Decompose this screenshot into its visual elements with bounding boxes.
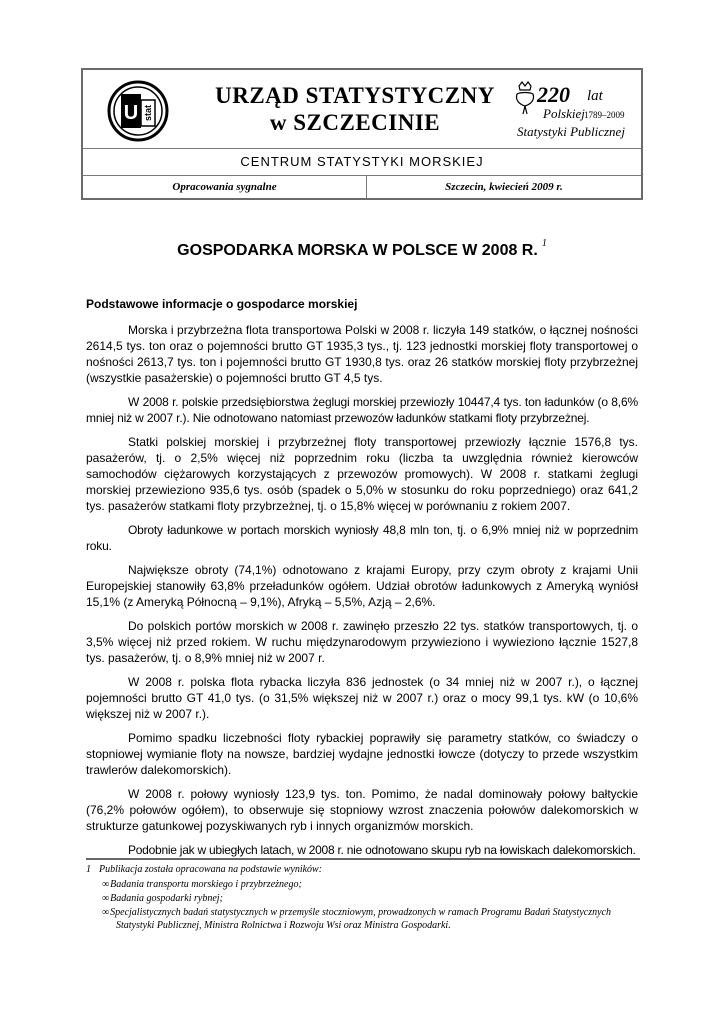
paragraph: W 2008 r. połowy wyniosły 123,9 tys. ton. Pomimo, że nadal dominowały połowy bałtyckie (76,2% połowów ogółem), to obserwuje się stopniowy wzrost znaczenia połowów dalekomorskich w strukturze gatunkowej pozyskiwanych ryb i innych organizmów morskich. [86, 787, 638, 833]
infinity-bullet-icon: ∞ [102, 907, 110, 918]
anniversary-line1: Polskiej [543, 106, 585, 121]
paragraph: Podobnie jak w ubiegłych latach, w 2008 r. nie odnotowano skupu ryb na łowiskach dalekomorskich. [128, 843, 636, 857]
footnote-intro-text: Publikacja została opracowana na podstawie wyników: [99, 864, 323, 875]
section-heading: Podstawowe informacje o gospodarce morskiej [86, 297, 358, 311]
letterhead-info-row [83, 176, 641, 198]
footnote-item [102, 906, 640, 932]
office-name-line2: w SZCZECINIE [269, 110, 441, 135]
paragraph: Obroty ładunkowe w portach morskich wyniosły 48,8 mln ton, tj. o 6,9% mniej niż w poprzednim roku. [86, 523, 638, 553]
office-name [205, 82, 505, 136]
anniversary-unit: lat [587, 88, 603, 104]
paragraph: Morska i przybrzeżna flota transportowa Polski w 2008 r. liczyła 149 statków, o łącznej nośności 2614,5 tys. ton oraz o pojemności brutto GT 1935,3 tys., tj. 123 jednostki morskiej floty transportowej o nośności 2613,7 tys. ton i pojemności brutto GT 1930,8 tys. oraz 26 statków morskiej floty przybrzeżnej (wszystkie pasażerskie) o pojemności brutto GT 4,5 tys. [86, 323, 638, 385]
paragraph: Pomimo spadku liczebności floty rybackiej poprawiły się parametry statków, co świadczy o stopniowej wymianie floty na nowsze, bardziej wydajne jednostki łowcze (dotyczy to przede wszystkim trawlerów dalekomorskich). [86, 731, 638, 777]
ustat-logo [107, 80, 169, 142]
center-name: CENTRUM STATYSTYKI MORSKIEJ [240, 154, 484, 169]
paragraph: Statki polskiej morskiej i przybrzeżnej floty transportowej przewiozły łącznie 1576,8 tys. pasażerów, tj. o 2,5% więcej niż poprzednim roku (liczba ta uwzględnia również kierowców samochodów ciężarowych korzystających z przewozów promowych). W 2008 r. statkami żeglugi morskiej przewieziono 935,6 tys. osób (spadek o 5,0% w stosunku do roku poprzedniego) oraz 641,2 tys. pasażerów statkami floty przybrzeżnej, tj. o 15,8% więcej w porównaniu z rokiem 2007. [86, 435, 638, 513]
office-name-line1: URZĄD STATYSTYCZNY [215, 83, 495, 108]
paragraph: Największe obroty (74,1%) odnotowano z krajami Europy, przy czym obroty z krajami Unii Europejskiej stanowiły 63,8% przeładunków ogółem. Udział obrotów ładunkowych z Ameryką wyniósł 15,1% (z Ameryką Północną – 9,1%), Afryką – 5,5%, Azją – 2,6%. [86, 563, 638, 609]
letterhead-top [83, 70, 641, 149]
footnotes [86, 863, 640, 933]
infinity-bullet-icon: ∞ [102, 879, 110, 890]
place-date: Szczecin, kwiecień 2009 r. [445, 181, 563, 193]
paragraph: W 2008 r. polska flota rybacka liczyła 836 jednostek (o 34 mniej niż w 2007 r.), o łącznej pojemności brutto GT 41,0 tys. (o 31,5% większej niż w 2007 r.) oraz o mocy 99,1 tys. kW (o 10,6% większej niż w 2007 r.). [86, 675, 638, 721]
document-title [80, 238, 644, 260]
anniversary-emblem [511, 78, 635, 144]
footnote-item-text: Badania gospodarki rybnej; [110, 893, 223, 904]
svg-text:U: U [123, 102, 139, 124]
footnote-intro [86, 863, 640, 876]
paragraph: Do polskich portów morskich w 2008 r. zawinęło przeszło 22 tys. statków transportowych, tj. o 3,5% więcej niż przed rokiem. W ruchu międzynarodowym przywieziono i wywieziono łącznie 1527,8 tys. pasażerów, tj. o 8,9% mniej niż w 2007 r. [86, 619, 638, 665]
anniversary-line2: Statystyki Publicznej [517, 124, 625, 139]
svg-text:stat: stat [143, 104, 153, 122]
footnote-mark: 1 [86, 864, 91, 875]
footnote-item [102, 878, 640, 891]
document-title-text: GOSPODARKA MORSKA W POLSCE W 2008 R. [177, 242, 538, 259]
anniversary-number: 220 [537, 82, 570, 107]
body-text [86, 322, 638, 866]
footnote-item [102, 892, 640, 905]
crowned-eagle-icon [513, 80, 537, 120]
letterhead-center-row [83, 149, 641, 176]
footnote-item-text: Specjalistycznych badań statystycznych w przemyśle stoczniowym, prowadzonych w ramach Programu Badań Statystycznych Statystyki Publicznej, Ministra Rolnictwa i Rozwoju Wsi oraz Ministra Gospodarki. [110, 907, 611, 931]
letterhead [81, 68, 643, 200]
title-footnote-mark: 1 [541, 238, 547, 249]
footnote-rule [86, 858, 640, 860]
anniversary-years: 1789–2009 [584, 110, 625, 120]
paragraph: W 2008 r. polskie przedsiębiorstwa żeglugi morskiej przewiozły 10447,4 tys. ton ładunków (o 8,6% mniej niż w 2007 r.). Nie odnotowano natomiast przewozów ładunków statkami floty przybrzeżnej. [86, 395, 638, 425]
infinity-bullet-icon: ∞ [102, 893, 110, 904]
footnote-item-text: Badania transportu morskiego i przybrzeżnego; [110, 879, 302, 890]
series-name: Opracowania sygnalne [172, 181, 277, 193]
